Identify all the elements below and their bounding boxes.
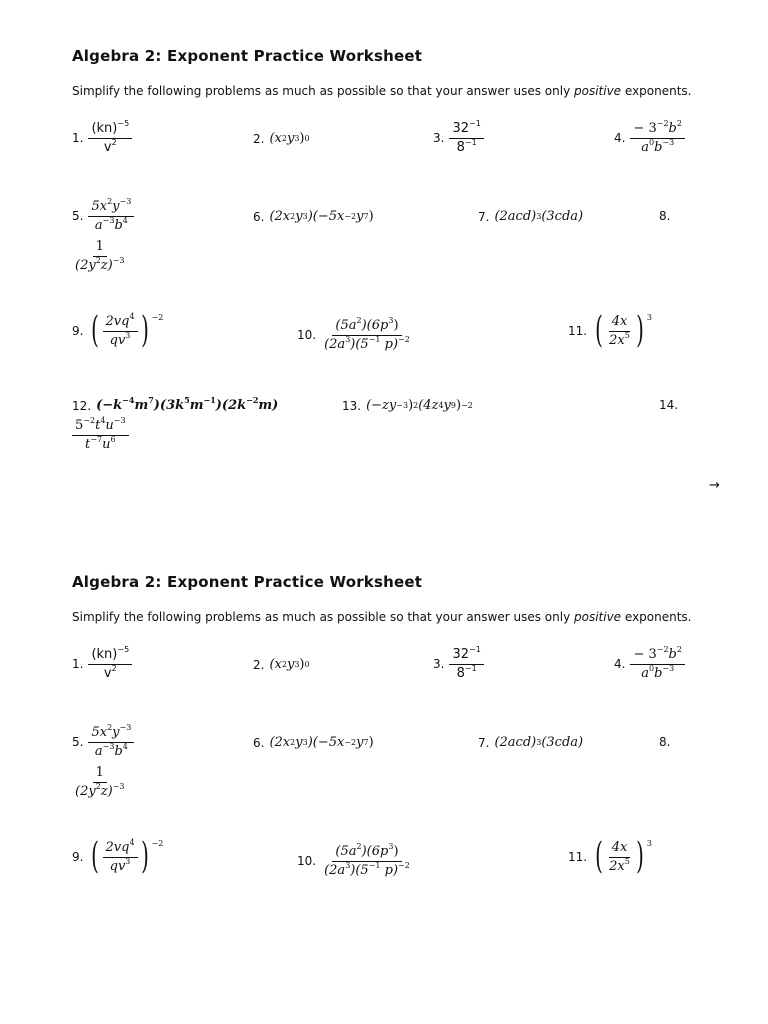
problem-6: 6. (2x 2 y 3 )(−5x −2 y 7 ) xyxy=(253,209,374,224)
fraction xyxy=(630,121,685,155)
expr: )(3k xyxy=(153,398,185,413)
expr: − 3 xyxy=(633,121,657,136)
expr: (kn) xyxy=(91,121,118,136)
expr: p) xyxy=(380,862,399,878)
problem-number: 9. xyxy=(72,850,84,864)
exponent: −3 xyxy=(102,215,115,225)
exponent: −2 xyxy=(151,313,164,322)
exponent: −5 xyxy=(117,119,130,128)
expr: m xyxy=(189,398,204,413)
exponent: 2 xyxy=(107,197,113,206)
exponent: 2 xyxy=(111,137,117,147)
expr: (2x xyxy=(269,209,291,224)
problem-4 xyxy=(614,647,685,681)
fraction xyxy=(449,121,483,155)
problem-number: 2. xyxy=(253,657,265,672)
exponent: 4 xyxy=(100,416,106,425)
instructions-text: Simplify the following problems as much as possible so that your answer uses only xyxy=(72,610,574,624)
problem-3 xyxy=(433,121,484,155)
problem-12 xyxy=(72,395,279,413)
problem-number: 5. xyxy=(72,209,84,224)
expr: (2y xyxy=(75,257,96,273)
problem-number: 7. xyxy=(478,735,490,750)
fraction xyxy=(88,647,132,681)
fraction xyxy=(103,837,138,874)
expr: (2y xyxy=(75,783,96,799)
exponent: 0 xyxy=(648,137,655,147)
expr: m) xyxy=(258,398,279,413)
exponent: −1 xyxy=(464,137,477,147)
exponent: 2 xyxy=(676,645,682,654)
left-paren: ( xyxy=(91,836,100,877)
expr: b xyxy=(114,743,123,759)
problem-13: 13. (−zy −3 ) 2 (4z 4 y 9 ) −2 xyxy=(342,398,473,413)
expr: 5x xyxy=(91,199,108,214)
problem-4 xyxy=(614,121,685,155)
problem-number: 4. xyxy=(614,131,626,146)
problem-2: 2. (x 2 y 3 ) 0 xyxy=(253,131,310,146)
right-paren: ) xyxy=(636,836,644,877)
expr: (2a xyxy=(324,862,346,878)
exponent: 2 xyxy=(356,316,362,325)
expr: u xyxy=(102,436,111,452)
exponent: 2 xyxy=(107,723,113,732)
exponent: −1 xyxy=(469,645,481,654)
exponent: 5 xyxy=(184,395,190,405)
page-title: Algebra 2: Exponent Practice Worksheet xyxy=(72,47,423,65)
exponent: 3 xyxy=(646,313,652,322)
left-paren: ( xyxy=(595,836,603,877)
exponent: −2 xyxy=(83,416,96,425)
exponent: 3 xyxy=(125,330,131,340)
problem-number: 6. xyxy=(253,209,265,224)
exponent: −1 xyxy=(203,395,216,405)
expr: b xyxy=(114,217,123,233)
expr: p) xyxy=(380,336,399,352)
exponent: −3 xyxy=(119,723,132,732)
exponent: −3 xyxy=(662,663,675,673)
exponent: 3 xyxy=(345,334,351,344)
exponent: 4 xyxy=(129,837,135,847)
expr: 4x xyxy=(611,313,628,329)
exponent: 3 xyxy=(388,842,394,851)
expr: )(5 xyxy=(350,862,369,878)
expr: b xyxy=(668,121,677,136)
expr: (2acd) xyxy=(494,735,537,750)
expr: a xyxy=(641,139,649,155)
problem-number: 8. xyxy=(659,735,671,749)
instructions-text-end: exponents. xyxy=(621,84,692,98)
exponent: 4 xyxy=(122,741,128,751)
expr: )(6p xyxy=(361,844,389,859)
expr: b xyxy=(654,139,663,155)
expr: )(−5x xyxy=(307,735,345,750)
expr: m xyxy=(134,398,149,413)
expr: y xyxy=(356,735,364,750)
problem-8 xyxy=(72,239,128,273)
fraction xyxy=(88,199,134,233)
expr: (2x xyxy=(269,735,291,750)
instructions-emphasis: positive xyxy=(574,84,622,98)
problem-1 xyxy=(72,647,132,681)
fraction xyxy=(449,647,483,681)
expr: v xyxy=(103,139,112,155)
expr: 32 xyxy=(452,121,469,136)
problem-8-number xyxy=(659,209,675,223)
expr: 2x xyxy=(609,332,625,348)
problem-3 xyxy=(433,647,484,681)
problem-number: 9. xyxy=(72,324,84,338)
problem-number: 8. xyxy=(659,209,671,223)
expr: (x xyxy=(269,131,282,146)
exponent: 2 xyxy=(95,781,101,791)
expr: y xyxy=(112,725,120,740)
exponent: −3 xyxy=(119,197,132,206)
expr: ) xyxy=(299,131,305,146)
exponent: −2 xyxy=(398,334,410,344)
expr: − 3 xyxy=(633,647,657,662)
problem-6: 6. (2x 2 y 3 )(−5x −2 y 7 ) xyxy=(253,735,374,750)
expr: 2vq xyxy=(105,313,130,329)
expr: a xyxy=(641,665,649,681)
expr: )(−5x xyxy=(307,209,345,224)
expr: 4x xyxy=(611,839,628,855)
expr: u xyxy=(105,418,114,433)
exponent: −7 xyxy=(90,434,103,444)
expr: (2acd) xyxy=(494,209,537,224)
expr: (3cda) xyxy=(541,735,584,750)
expr: (4z xyxy=(418,398,439,413)
expr: )(5 xyxy=(350,336,369,352)
fraction xyxy=(606,314,633,348)
problem-7: 7. (2acd) 3 (3cda) xyxy=(478,209,584,224)
fraction xyxy=(606,840,633,874)
problem-number: 10. xyxy=(297,328,317,343)
exponent: −4 xyxy=(122,395,135,405)
left-paren: ( xyxy=(91,310,100,351)
instructions-text-end: exponents. xyxy=(621,610,692,624)
problem-10 xyxy=(297,844,413,878)
exponent: 2 xyxy=(676,119,682,128)
problem-7: 7. (2acd) 3 (3cda) xyxy=(478,735,584,750)
problem-8-number xyxy=(659,735,675,749)
arrow-right-icon: → xyxy=(709,478,720,493)
problem-11 xyxy=(568,836,652,877)
right-paren: ) xyxy=(140,310,149,351)
exponent: 5 xyxy=(624,330,630,340)
exponent: −1 xyxy=(368,334,381,344)
expr: ) xyxy=(408,398,414,413)
problem-14 xyxy=(72,418,129,452)
expr: ) xyxy=(368,735,374,750)
expr: (x xyxy=(269,657,282,672)
problem-number: 11. xyxy=(568,850,588,864)
fraction xyxy=(88,725,134,759)
expr: z) xyxy=(100,783,113,799)
exponent: 2 xyxy=(356,842,362,851)
instructions-emphasis: positive xyxy=(574,610,622,624)
expr: ) xyxy=(393,844,399,859)
expr: (kn) xyxy=(91,647,118,662)
expr: y xyxy=(295,209,303,224)
problem-number: 12. xyxy=(72,398,92,413)
problem-14-number xyxy=(659,398,683,412)
expr: (5a xyxy=(335,318,357,333)
expr: (−zy xyxy=(366,398,397,413)
exponent: −3 xyxy=(102,741,115,751)
problem-number: 14. xyxy=(659,398,679,412)
exponent: −2 xyxy=(398,860,410,870)
exponent: −3 xyxy=(662,137,675,147)
exponent: 7 xyxy=(148,395,154,405)
expr: b xyxy=(668,647,677,662)
fraction xyxy=(72,239,128,273)
problem-9 xyxy=(72,310,164,351)
fraction xyxy=(630,647,685,681)
expr: t xyxy=(85,436,91,452)
expr: y xyxy=(286,131,295,146)
exponent: −1 xyxy=(464,663,477,673)
expr: 5 xyxy=(75,418,84,433)
expr: y xyxy=(443,398,451,413)
expr: 32 xyxy=(452,647,469,662)
exponent: −1 xyxy=(469,119,481,128)
exponent: 2 xyxy=(95,255,101,265)
expr: a xyxy=(94,217,103,233)
problem-5 xyxy=(72,199,134,233)
exponent: −2 xyxy=(246,395,259,405)
left-paren: ( xyxy=(595,310,603,351)
exponent: 3 xyxy=(388,316,394,325)
problem-11 xyxy=(568,310,652,351)
expr: (5a xyxy=(335,844,357,859)
expr: 8 xyxy=(456,139,465,155)
expr: 2vq xyxy=(105,839,130,855)
problem-number: 10. xyxy=(297,854,317,869)
instructions xyxy=(72,84,692,98)
expr: b xyxy=(654,665,663,681)
fraction xyxy=(103,311,138,348)
expr: t xyxy=(95,418,101,433)
problem-number: 3. xyxy=(433,657,445,672)
exponent: 2 xyxy=(111,663,117,673)
problem-10 xyxy=(297,318,413,352)
problem-number: 1. xyxy=(72,657,84,672)
exponent: −2 xyxy=(151,839,164,848)
exponent: −1 xyxy=(368,860,381,870)
page-title: Algebra 2: Exponent Practice Worksheet xyxy=(72,573,423,591)
expr: y xyxy=(112,199,120,214)
problem-5 xyxy=(72,725,134,759)
expr: 1 xyxy=(95,239,104,254)
exponent: 3 xyxy=(646,839,652,848)
expr: ) xyxy=(368,209,374,224)
problem-number: 13. xyxy=(342,398,362,413)
exponent: 5 xyxy=(624,856,630,866)
expr: ) xyxy=(299,657,305,672)
right-paren: ) xyxy=(140,836,149,877)
expr: ) xyxy=(455,398,462,413)
problem-number: 5. xyxy=(72,735,84,750)
exponent: 0 xyxy=(648,663,655,673)
fraction xyxy=(88,121,132,155)
expr: qv xyxy=(109,858,126,874)
expr: 1 xyxy=(95,765,104,780)
exponent: 4 xyxy=(122,215,128,225)
expr: z) xyxy=(100,257,113,273)
exponent: −3 xyxy=(113,416,126,425)
fraction xyxy=(72,765,128,799)
fraction xyxy=(321,844,413,878)
exponent: 4 xyxy=(129,311,135,321)
exponent: 3 xyxy=(345,860,351,870)
fraction xyxy=(72,418,129,452)
expr: )(2k xyxy=(215,398,247,413)
right-paren: ) xyxy=(636,310,644,351)
problem-number: 3. xyxy=(433,131,445,146)
problem-number: 6. xyxy=(253,735,265,750)
problem-number: 4. xyxy=(614,657,626,672)
expr: (2a xyxy=(324,336,346,352)
exponent: −2 xyxy=(656,645,669,654)
exponent: −3 xyxy=(112,781,125,791)
expr: 2x xyxy=(609,858,625,874)
expr: y xyxy=(295,735,303,750)
expr: qv xyxy=(109,332,126,348)
expr: 8 xyxy=(456,665,465,681)
exponent: −5 xyxy=(117,645,130,654)
expr: 5x xyxy=(91,725,108,740)
problem-1 xyxy=(72,121,132,155)
instructions-text: Simplify the following problems as much as possible so that your answer uses only xyxy=(72,84,574,98)
expr: ) xyxy=(393,318,399,333)
problem-8 xyxy=(72,765,128,799)
instructions xyxy=(72,610,692,624)
expr: y xyxy=(356,209,364,224)
expr: y xyxy=(286,657,295,672)
problem-number: 1. xyxy=(72,131,84,146)
exponent: 6 xyxy=(110,434,116,444)
problem-9 xyxy=(72,836,164,877)
expr: (3cda) xyxy=(541,209,584,224)
problem-number: 11. xyxy=(568,324,588,338)
problem-number: 7. xyxy=(478,209,490,224)
expr: a xyxy=(94,743,103,759)
exponent: 3 xyxy=(125,856,131,866)
exponent: −2 xyxy=(656,119,669,128)
exponent: −3 xyxy=(112,255,125,265)
fraction xyxy=(321,318,413,352)
problem-number: 2. xyxy=(253,131,265,146)
expr: (−k xyxy=(96,398,123,413)
expr: v xyxy=(103,665,112,681)
expr: )(6p xyxy=(361,318,389,333)
problem-2: 2. (x 2 y 3 ) 0 xyxy=(253,657,310,672)
